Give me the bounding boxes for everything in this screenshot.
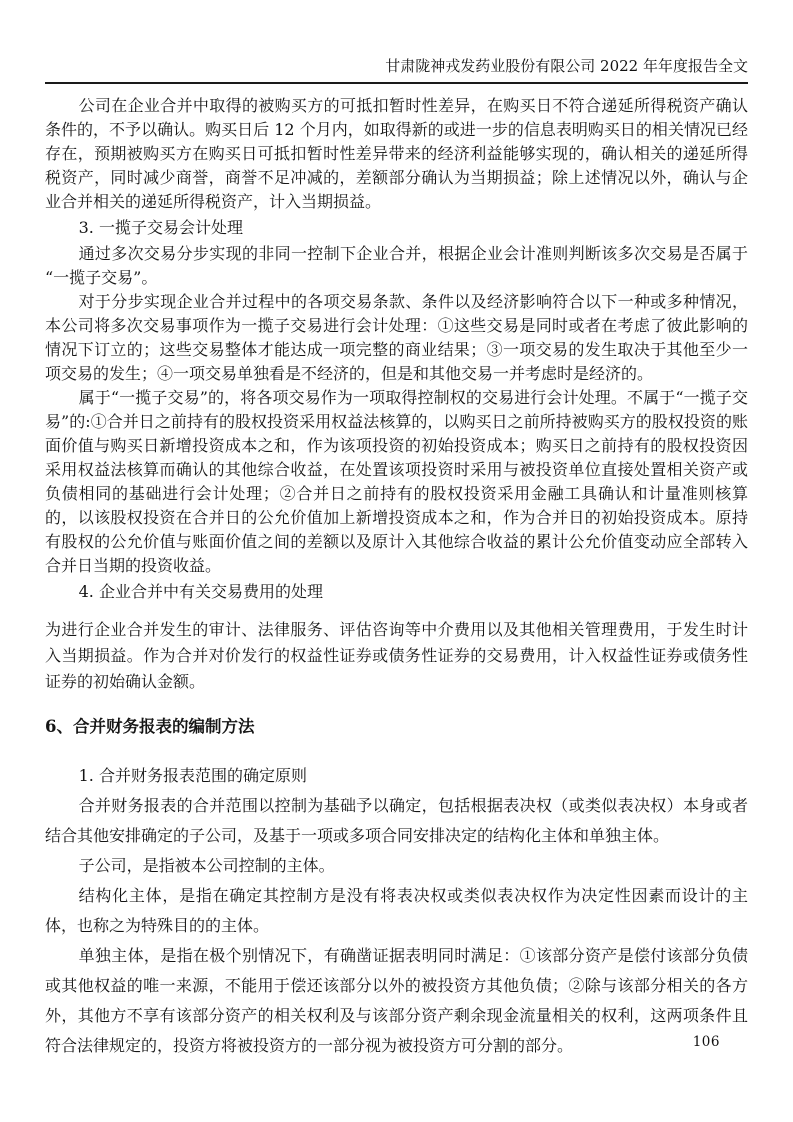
paragraph-transaction-fees: 为进行企业合并发生的审计、法律服务、评估咨询等中介费用以及其他相关管理费用，于发生时计入当期损益。作为合并对价发行的权益性证券或债务性证券的交易费用，计入权益性证券或债务性证券的初始确认金额。 <box>45 620 748 691</box>
document-body <box>45 94 748 1061</box>
heading-6-consolidation-method: 6、合并财务报表的编制方法 <box>45 717 255 736</box>
subheading-1-scope-principle: 1. 合并财务报表范围的确定原则 <box>78 766 307 785</box>
page-number: 106 <box>692 1034 720 1050</box>
header-divider <box>45 82 748 84</box>
paragraph-separate-entity-definition: 单独主体，是指在极个别情况下，有确凿证据表明同时满足：①该部分资产是偿付该部分负债或其他权益的唯一来源，不能用于偿还该部分以外的被投资方其他负债；②除与该部分相关的各方外，其他方不享有该部分资产的相关权利及与该部分资产剩余现金流量相关的权利，这两项条件且符合法律规定的，投资方将被投资方的一部分视为被投资方可分割的部分。 <box>45 946 748 1055</box>
page-header-title: 甘肃陇神戎发药业股份有限公司 2022 年年度报告全文 <box>385 57 748 75</box>
paragraph-subsidiary-definition: 子公司，是指被本公司控制的主体。 <box>78 856 335 875</box>
paragraph-package-deal-judgment: 通过多次交易分步实现的非同一控制下企业合并，根据企业会计准则判断该多次交易是否属于“一揽子交易”。 <box>45 244 748 287</box>
paragraph-package-deal-treatment: 属于“一揽子交易”的，将各项交易作为一项取得控制权的交易进行会计处理。不属于“一揽子交易”的:①合并日之前持有的股权投资采用权益法核算的，以购买日之前所持被购买方的股权投资的账面价值与购买日新增投资成本之和，作为该项投资的初始投资成本；购买日之前持有的股权投资因采用权益法核算而确认的其他综合收益，在处置该项投资时采用与被投资单位直接处置相关资产或负债相同的基础进行会计处理；②合并日之前持有的股权投资采用金融工具确认和计量准则核算的，以该股权投资在合并日的公允价值加上新增投资成本之和，作为合并日的初始投资成本。原持有股权的公允价值与账面价值之间的差额以及原计入其他综合收益的累计公允价值变动应全部转入合并日当期的投资收益。 <box>45 388 748 575</box>
paragraph-structured-entity-definition: 结构化主体，是指在确定其控制方是没有将表决权或类似表决权作为决定性因素而设计的主体，也称之为特殊目的的主体。 <box>45 886 748 935</box>
paragraph-consolidation-scope: 合并财务报表的合并范围以控制为基础予以确定，包括根据表决权（或类似表决权）本身或者结合其他安排确定的子公司，及基于一项或多项合同安排决定的结构化主体和单独主体。 <box>45 796 748 845</box>
paragraph-deferred-tax: 公司在企业合并中取得的被购买方的可抵扣暂时性差异，在购买日不符合递延所得税资产确认条件的，不予以确认。购买日后 12 个月内，如取得新的或进一步的信息表明购买日的相关情况已经存在，预期被购买方在购买日可抵扣暂时性差异带来的经济利益能够实现的，确认相关的递延所得税资产，同时减少商誉，商誉不足冲减的，差额部分确认为当期损益；除上述情况以外，确认与企业合并相关的递延所得税资产，计入当期损益。 <box>45 96 748 211</box>
paragraph-package-deal-conditions: 对于分步实现企业合并过程中的各项交易条款、条件以及经济影响符合以下一种或多种情况，本公司将多次交易事项作为一揽子交易进行会计处理：①这些交易是同时或者在考虑了彼此影响的情况下订立的；这些交易整体才能达成一项完整的商业结果；③一项交易的发生取决于其他至少一项交易的发生；④一项交易单独看是不经济的，但是和其他交易一并考虑时是经济的。 <box>45 292 748 383</box>
subheading-3-package-deal: 3. 一揽子交易会计处理 <box>78 218 243 237</box>
subheading-4-transaction-fees: 4. 企业合并中有关交易费用的处理 <box>78 582 323 601</box>
